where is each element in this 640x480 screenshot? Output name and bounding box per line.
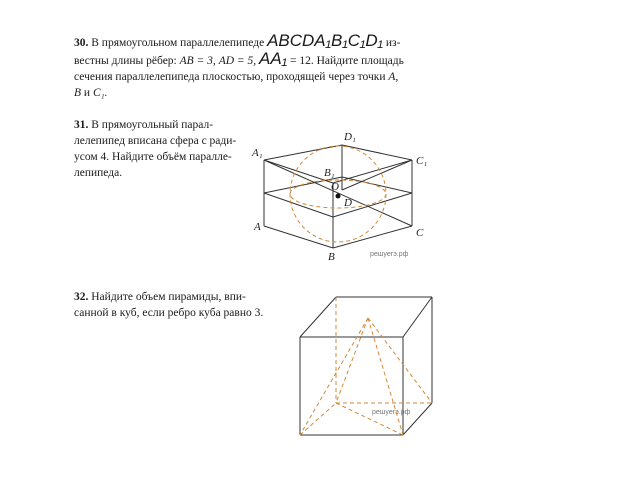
edge-b-c <box>333 226 412 248</box>
label-c: C <box>416 227 424 239</box>
problem-30-formula-prism: ABCDA₁B₁C₁D₁ <box>267 31 383 50</box>
mid-front-left <box>264 193 333 217</box>
cube-top-right-depth <box>403 297 432 337</box>
pyramid-base-diagonal <box>336 403 403 435</box>
problem-30-point-b: B <box>74 87 82 99</box>
problem-32-text-1: Найдите объем пирамиды, впи- <box>91 291 246 303</box>
problem-30-text-3: вестны длины рёбер: <box>74 55 177 67</box>
figure-31-watermark: решуегэ.рф <box>370 251 409 258</box>
label-c1: C₁ <box>416 155 428 167</box>
pyramid-edge-3 <box>368 318 432 403</box>
problem-30-and: и <box>83 87 91 99</box>
cube-top-left-depth <box>300 297 336 337</box>
pyramid-edge-1 <box>300 318 368 435</box>
figure-32-hidden <box>300 297 432 435</box>
label-a: A <box>254 221 261 233</box>
figure-32-watermark: решуегэ.рф <box>372 409 411 416</box>
label-d1: D₁ <box>344 131 356 143</box>
center-point-o <box>336 194 341 199</box>
problem-30-point-a: A, <box>388 71 399 83</box>
edge-d1-c1 <box>342 145 412 160</box>
pyramid-edge-2 <box>368 318 403 435</box>
problem-31-number: 31. <box>74 119 89 131</box>
label-b: B <box>328 251 335 263</box>
problem-30-aa-value: = 12. Найдите площадь <box>289 55 404 67</box>
label-a1: A₁ <box>252 147 263 159</box>
problem-30-number: 30. <box>74 37 89 49</box>
label-o: O <box>331 181 339 193</box>
label-b1: B₁ <box>324 167 335 179</box>
problem-31-line-3: усом 4. Найдите объём паралле- <box>74 151 232 163</box>
problem-30-text-4: сечения параллелепипеда плоскостью, проходящей через точки <box>74 71 386 83</box>
cube-bottom-left-depth-hidden <box>300 403 336 435</box>
problem-32-number: 32. <box>74 291 89 303</box>
problem-31-line-2: лелепипед вписана сфера с ради- <box>74 135 237 147</box>
cube-bottom-right-depth <box>403 403 432 435</box>
problem-30-ad: AD = 5, <box>218 55 257 67</box>
problem-30-text-1: В прямоугольном параллелепипеде <box>91 37 265 49</box>
problem-30-ab: AB = 3, <box>179 55 216 67</box>
problem-31-line-4: лепипеда. <box>74 167 123 179</box>
problem-32-line-2: санной в куб, если ребро куба равно 3. <box>74 307 264 319</box>
problem-30-point-c1: C₁. <box>92 87 108 99</box>
pyramid-edge-4 <box>336 318 368 403</box>
label-d: D <box>344 197 352 209</box>
problem-30-formula-aa1: AA₁ <box>259 49 288 68</box>
edge-a-b <box>264 226 333 248</box>
problem-31-text-1: В прямоугольный парал- <box>91 119 214 131</box>
edge-a1-d1 <box>264 145 342 160</box>
edge-c1-b1 <box>333 160 412 183</box>
edge-b1-a1 <box>264 160 333 183</box>
problem-30-text-2: из- <box>385 37 401 49</box>
figure-32-cube <box>300 297 432 435</box>
